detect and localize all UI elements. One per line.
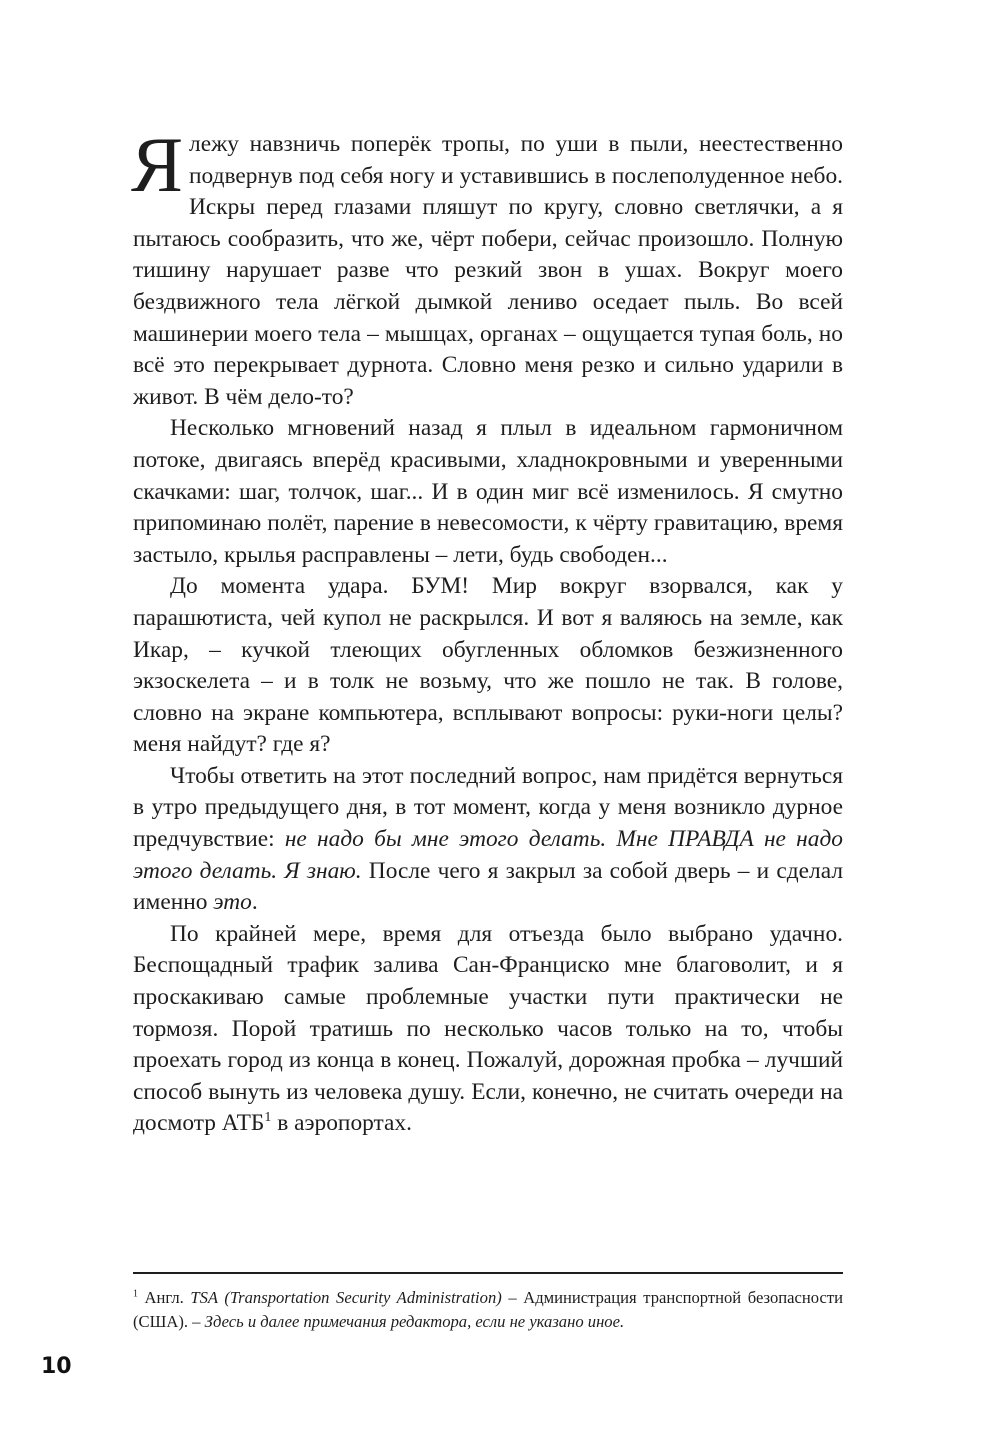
page-number: 10 bbox=[41, 1354, 72, 1379]
paragraph-5-tail: в аэропортах. bbox=[271, 1110, 412, 1137]
paragraph-4 bbox=[133, 761, 843, 919]
footnote-lead: Англ. bbox=[137, 1288, 191, 1307]
paragraph-1 bbox=[131, 121, 843, 413]
footnote-marker: 1 bbox=[133, 1288, 138, 1300]
footnote-editor-note: Здесь и далее примечания редактора, если не указано иное. bbox=[204, 1312, 625, 1331]
footnote-reference[interactable]: 1 bbox=[264, 1109, 272, 1126]
footnotes bbox=[133, 1286, 843, 1334]
paragraph-5-text: По крайней мере, время для отъезда было выбрано удачно. Беспощадный трафик залива Сан-Франциско мне благоволит, и я проскакиваю самые проблемные участки пути практически не тормозя. Порой тратишь по несколько часов только на то, чтобы проехать город из конца в конец. Пожалуй, дорожная пробка – лучший способ вынуть из человека душу. Если, конечно, не считать очереди на досмотр АТБ bbox=[133, 920, 843, 1137]
footnote-definition: – Администрация транспортной безопасности (США). – bbox=[133, 1288, 843, 1331]
paragraph-2: Несколько мгновений назад я плыл в идеальном гармоничном потоке, двигаясь вперёд красивыми, хладнокровными и уверенными скачками: шаг, толчок, шаг... И в один миг всё изменилось. Я смутно припоминаю полёт, парение в невесомости, к чёрту гравитацию, время застыло, крылья расправлены – лети, будь свободен... bbox=[133, 415, 843, 568]
paragraph-4-text-a: Чтобы ответить на этот последний вопрос, нам придётся вернуться в утро предыдущего дня, в тот момент, когда у меня возникло дурное предчувствие: bbox=[133, 762, 843, 853]
main-text bbox=[131, 121, 843, 1140]
paragraph-4-italic-a: не надо бы мне этого делать. Мне ПРАВДА не надо этого делать. Я знаю. bbox=[133, 826, 843, 884]
paragraph-5 bbox=[133, 919, 843, 1140]
paragraph-4-text-b: После чего я закрыл за собой дверь – и сделал именно bbox=[133, 857, 843, 916]
paragraph-4-text-c: . bbox=[251, 889, 258, 916]
footnote-divider bbox=[133, 1272, 843, 1274]
footnote-term: TSA (Transportation Security Administration) bbox=[190, 1288, 502, 1307]
paragraph-1-text: лежу навзничь поперёк тропы, по уши в пыли, неестественно подвернув под себя ногу и уставившись в послеполуденное небо. Искры перед глазами пляшут по кругу, словно светлячки, а я пытаюсь сообразить, что же, чёрт побери, сейчас произошло. Полную тишину нарушает разве что резкий звон в ушах. Вокруг моего бездвижного тела лёгкой дымкой лениво оседает пыль. Во всей машинерии моего тела – мышцах, органах – ощущается тупая боль, но всё это перекрывает дурнота. Словно меня резко и сильно ударили в живот. В чём дело-то? bbox=[133, 131, 843, 410]
drop-cap: Я bbox=[131, 121, 184, 208]
footnote-1 bbox=[133, 1286, 843, 1334]
paragraph-4-italic-b: это bbox=[213, 889, 252, 916]
paragraph-3: До момента удара. БУМ! Мир вокруг взорвался, как у парашютиста, чей купол не раскрылся. И вот я валяюсь на земле, как Икар, – кучкой тлеющих обугленных обломков безжизненного экзоскелета – и в толк не возьму, что же пошло не так. В голове, словно на экране компьютера, всплывают вопросы: руки-ноги целы? меня найдут? где я? bbox=[133, 573, 843, 758]
